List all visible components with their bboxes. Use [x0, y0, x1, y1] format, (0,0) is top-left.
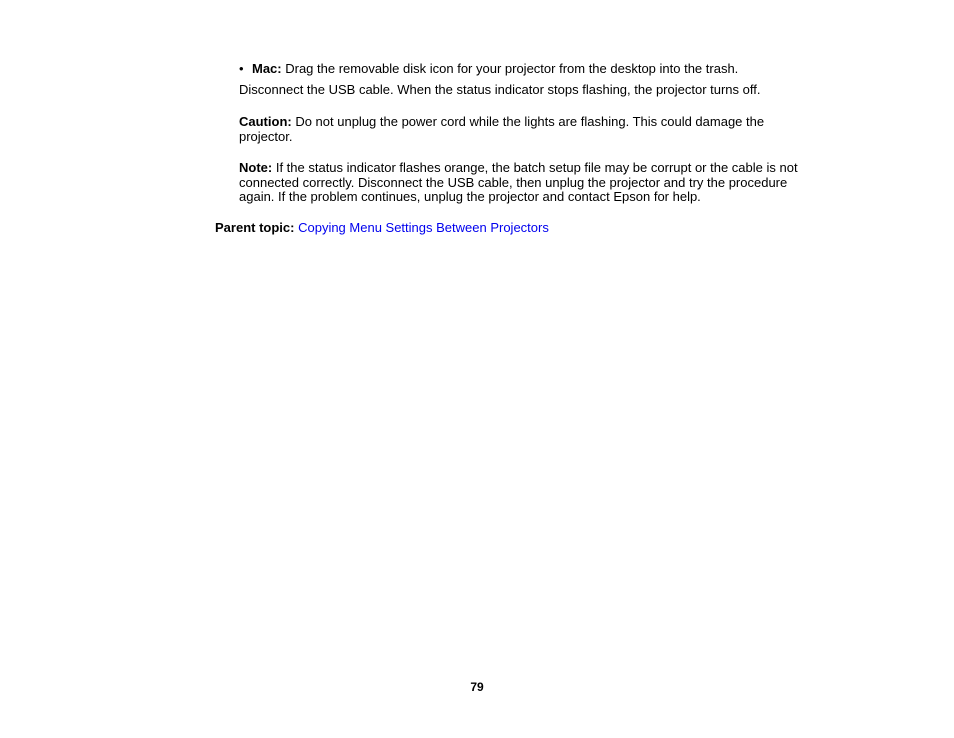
mac-text: Drag the removable disk icon for your projector from the desktop into the trash.	[281, 61, 739, 76]
note-paragraph	[239, 161, 814, 205]
mac-label: Mac:	[252, 61, 282, 76]
bullet-marker: •	[239, 61, 244, 76]
page-number: 79	[470, 680, 484, 694]
note-text: If the status indicator flashes orange, the batch setup file may be corrupt or the cable is not connected correctly. Disconnect the USB cable, then unplug the projector and try the procedure again. If the problem continues, unplug the projector and contact Epson for help.	[239, 160, 798, 205]
caution-label: Caution:	[239, 114, 292, 129]
caution-paragraph	[239, 115, 809, 144]
mac-bullet-item	[239, 62, 738, 77]
parent-topic-label: Parent topic:	[215, 220, 295, 235]
caution-text: Do not unplug the power cord while the lights are flashing. This could damage the projector.	[239, 114, 765, 144]
disconnect-instruction: Disconnect the USB cable. When the status indicator stops flashing, the projector turns off.	[239, 82, 761, 97]
parent-topic	[215, 221, 549, 236]
parent-topic-link[interactable]: Copying Menu Settings Between Projectors	[298, 220, 549, 235]
note-label: Note:	[239, 160, 273, 175]
